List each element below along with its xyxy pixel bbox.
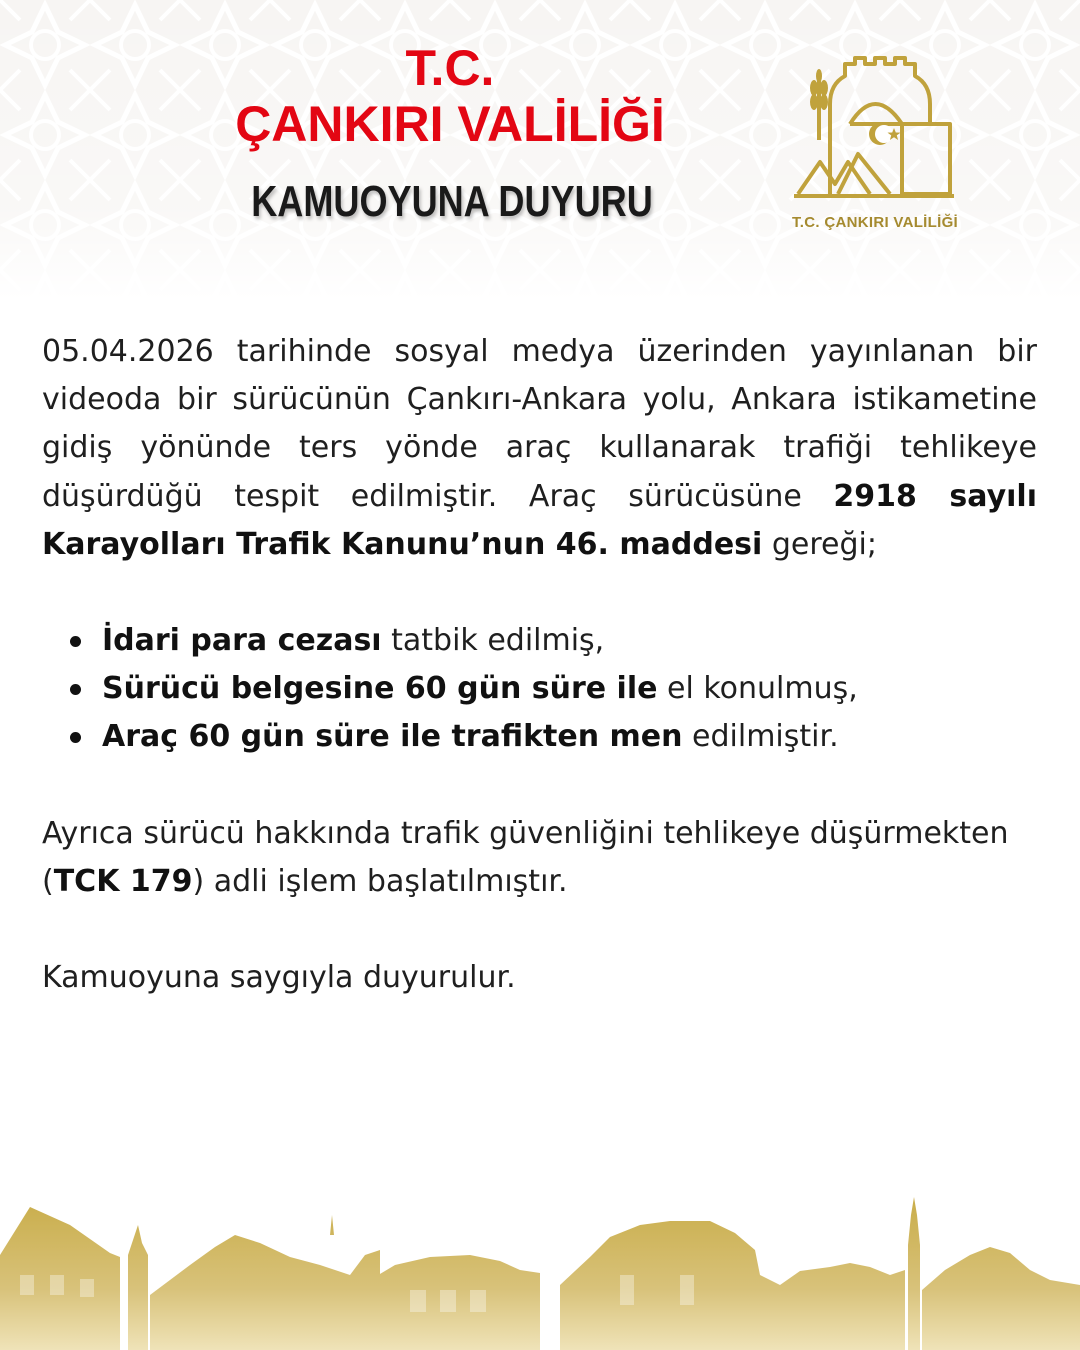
law-reference: 2918 sayılı Karayolları Trafik Kanunu’nun 46. maddesi — [42, 478, 1037, 562]
penalty-list — [42, 617, 1037, 762]
list-item-bold: İdari para cezası — [102, 623, 382, 659]
paragraph-legal-pre: Ayrıca sürücü hakkında trafik güvenliğini tehlikeye düşürmekten ( — [42, 815, 1009, 899]
castle-crescent-emblem-icon — [790, 44, 960, 240]
list-item — [42, 713, 1037, 761]
city-skyline-silhouette — [0, 1195, 1080, 1350]
list-item-text: el konulmuş, — [657, 671, 858, 707]
list-item — [42, 617, 1037, 665]
closing-statement: Kamuoyuna saygıyla duyurulur. — [42, 960, 516, 996]
list-item — [42, 665, 1037, 713]
header — [0, 0, 1080, 300]
list-item-bold: Araç 60 gün süre ile trafikten men — [102, 719, 683, 755]
paragraph-incident-tail: gereği; — [762, 526, 877, 562]
page-subtitle: KAMUOYUNA DUYURU — [251, 177, 653, 226]
list-item-text: tatbik edilmiş, — [381, 623, 605, 659]
penal-code-reference: TCK 179 — [53, 863, 193, 899]
paragraph-legal-action — [42, 810, 1037, 906]
paragraph-incident — [42, 328, 1037, 569]
title-line-tc: T.C. — [405, 40, 495, 96]
paragraph-legal-post: ) adli işlem başlatılmıştır. — [192, 863, 568, 899]
logo-caption: T.C. ÇANKIRI VALİLİĞİ — [791, 214, 959, 231]
title-line-governorship: ÇANKIRI VALİLİĞİ — [235, 96, 665, 152]
list-item-bold: Sürücü belgesine 60 gün süre ile — [102, 671, 658, 707]
paragraph-incident-text: 05.04.2026 tarihinde sosyal medya üzerinden yayınlanan bir videoda bir sürücünün Çankırı-Ankara yolu, Ankara istikametine gidiş yönünde ters yönde araç kullanarak trafiği tehlikeye düşürdüğü tespit edilmiştir. Araç sürücüsüne — [42, 334, 1037, 514]
announcement-body — [42, 328, 1037, 1002]
list-item-text: edilmiştir. — [682, 719, 839, 755]
